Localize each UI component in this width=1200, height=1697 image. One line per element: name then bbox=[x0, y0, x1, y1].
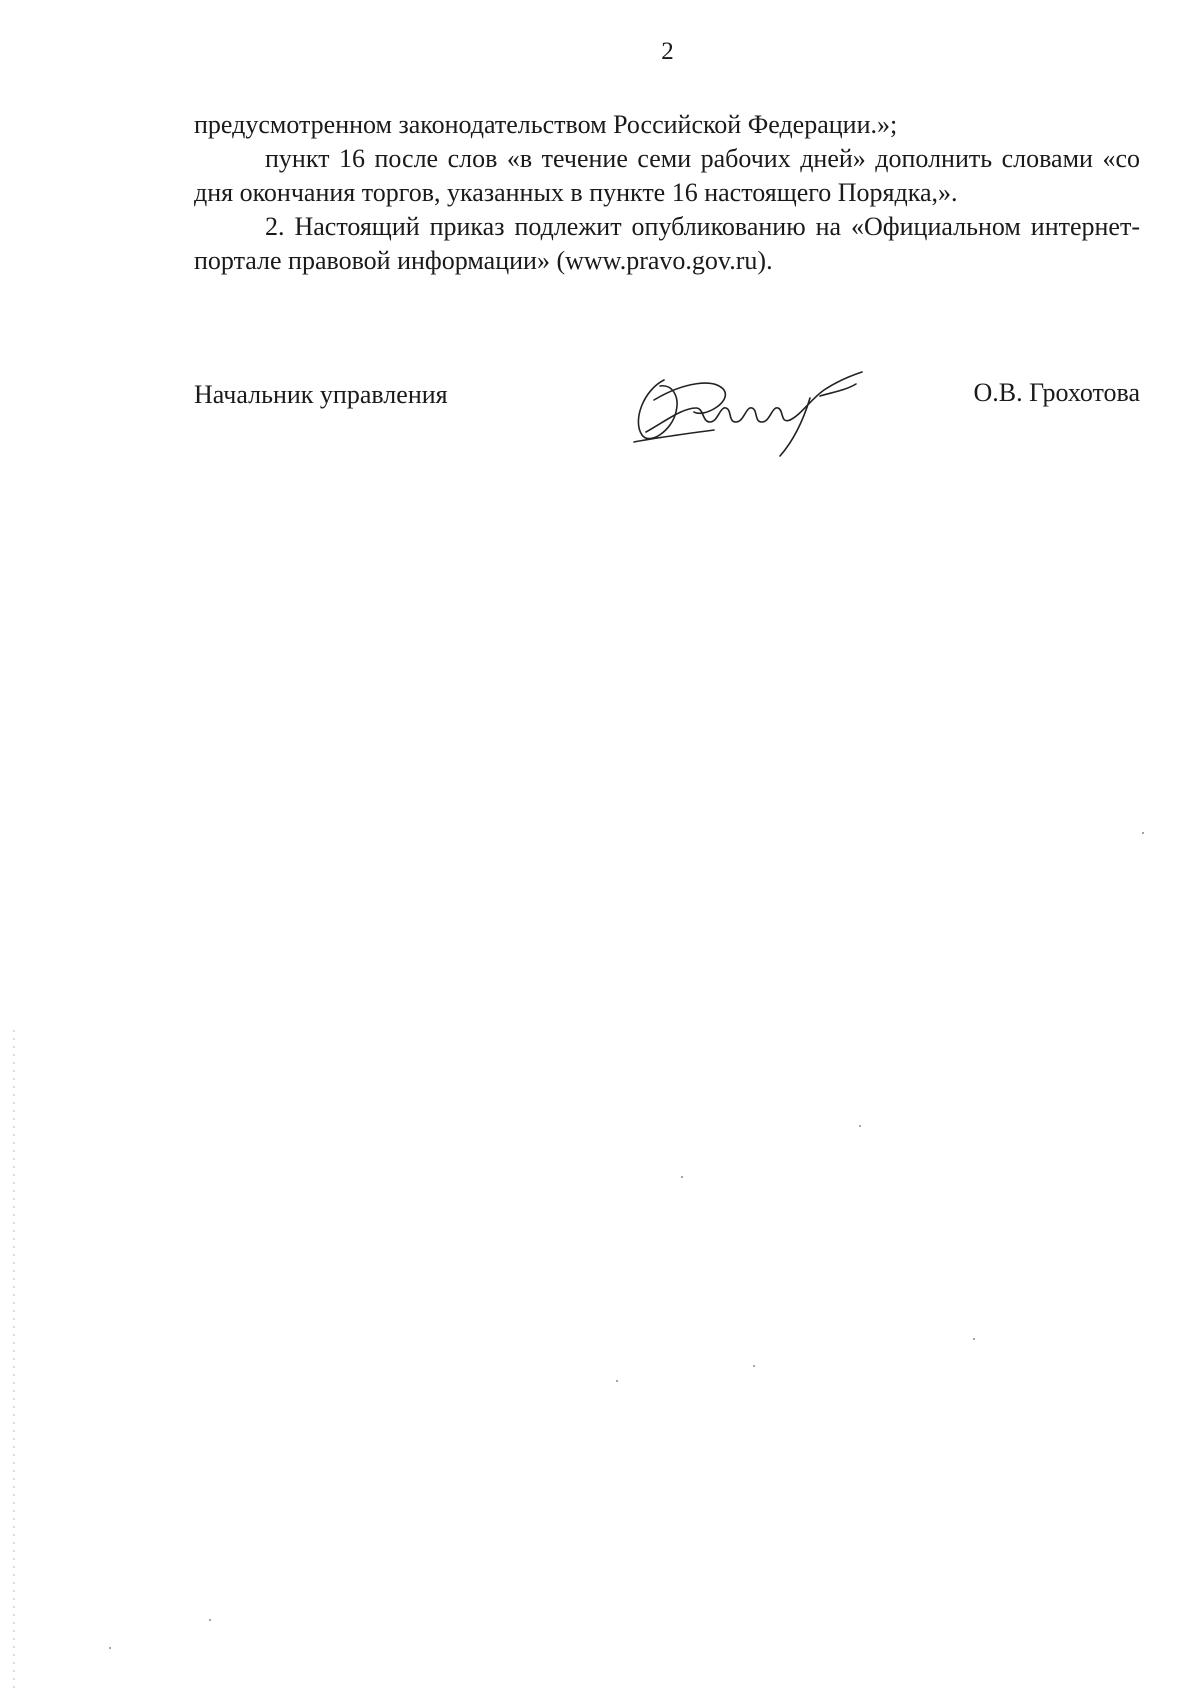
signatory-position: Начальник управления bbox=[194, 380, 448, 409]
document-body bbox=[194, 108, 1140, 278]
paragraph-publication: 2. Настоящий приказ подлежит опубликованию на «Официальном интернет-портале правовой информации» (www.pravo.gov.ru). bbox=[194, 212, 1140, 275]
paragraph-amendment: пункт 16 после слов «в течение семи рабочих дней» дополнить словами «со дня окончания торгов, указанных в пункте 16 настоящего Порядка,». bbox=[194, 144, 1140, 207]
paragraph-continuation: предусмотренном законодательством Российской Федерации.»; bbox=[194, 110, 898, 139]
handwritten-signature bbox=[624, 360, 874, 460]
page-number: 2 bbox=[661, 38, 675, 65]
signatory-name: О.В. Грохотова bbox=[973, 378, 1140, 407]
signature-block bbox=[194, 370, 1140, 450]
